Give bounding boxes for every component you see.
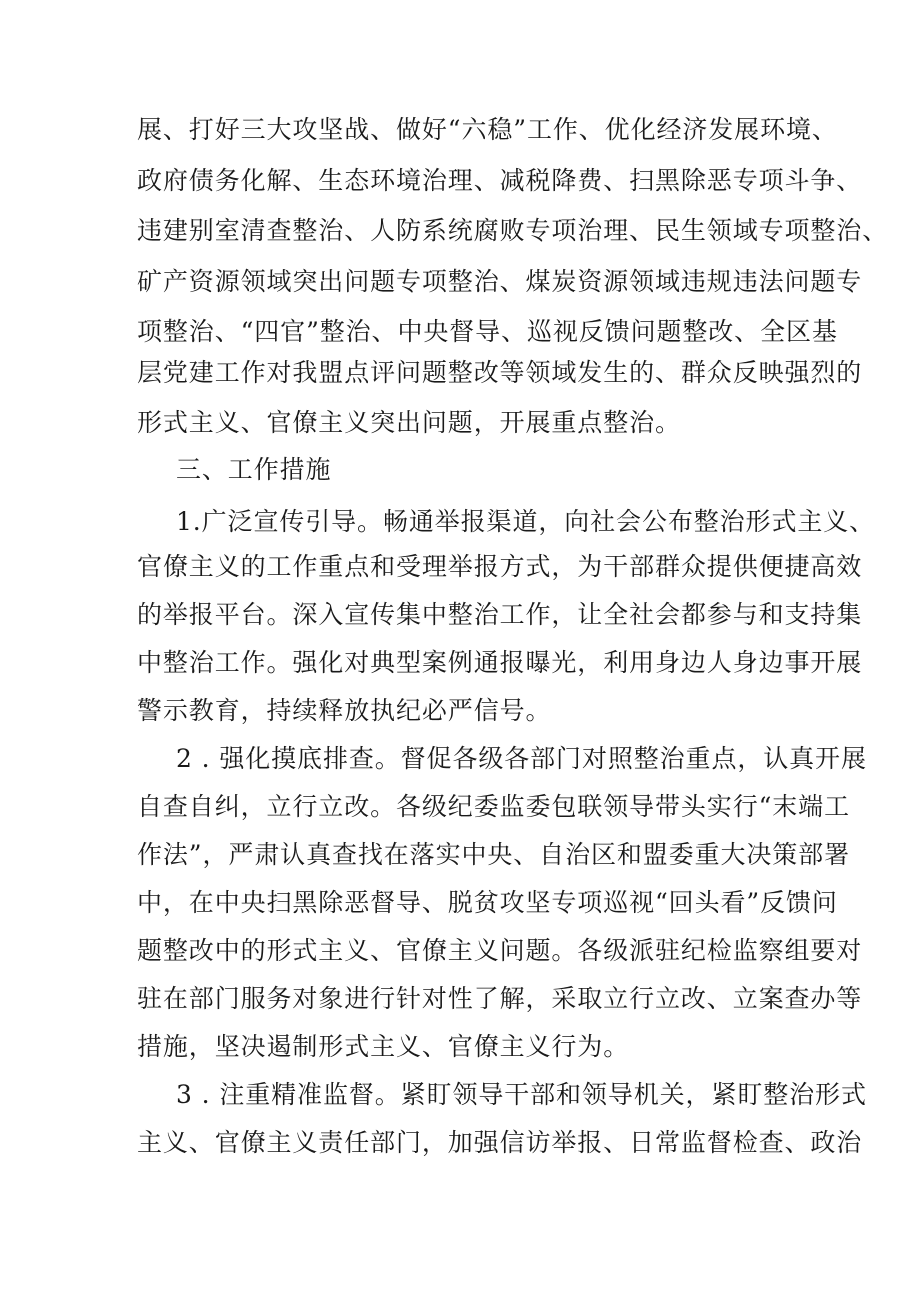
text-line: 项整治、“四官”整治、中央督导、巡视反馈问题整改、全区基: [137, 317, 838, 346]
text-line: 矿产资源领域突出问题专项整治、煤炭资源领域违规违法问题专: [137, 267, 863, 296]
text-line: 作法”，严肃认真查找在落实中央、自治区和盟委重大决策部署: [137, 840, 850, 869]
text-line: 自查自纠，立行立改。各级纪委监委包联领导带头实行“末端工: [137, 792, 850, 821]
section-heading: 三、工作措施: [176, 455, 332, 484]
text-line: 官僚主义的工作重点和受理举报方式，为干部群众提供便捷高效: [137, 552, 863, 581]
paragraph-start: 2 . 强化摸底排查。督促各级各部门对照整治重点，认真开展: [176, 744, 867, 773]
text-line: 违建别室清查整治、人防系统腐败专项治理、民生领域专项整治、: [137, 216, 889, 245]
text-line: 警示教育，持续释放执纪必严信号。: [137, 696, 552, 725]
text-line: 题整改中的形式主义、官僚主义问题。各级派驻纪检监察组要对: [137, 936, 863, 965]
text-line: 形式主义、官僚主义突出问题，开展重点整治。: [137, 408, 681, 437]
text-line: 层党建工作对我盟点评问题整改等领域发生的、群众反映强烈的: [137, 358, 863, 387]
text-line: 的举报平台。深入宣传集中整治工作，让全社会都参与和支持集: [137, 600, 863, 629]
text-line: 中整治工作。强化对典型案例通报曝光，利用身边人身边事开展: [137, 648, 863, 677]
text-line: 措施，坚决遏制形式主义、官僚主义行为。: [137, 1032, 630, 1061]
paragraph-start: 1.广泛宣传引导。畅通举报渠道，向社会公布整治形式主义、: [176, 507, 876, 536]
text-line: 主义、官僚主义责任部门，加强信访举报、日常监督检查、政治: [137, 1128, 863, 1157]
text-line: 政府债务化解、生态环境治理、减税降费、扫黑除恶专项斗争、: [137, 166, 863, 195]
text-line: 中，在中央扫黑除恶督导、脱贫攻坚专项巡视“回头看”反馈问: [137, 888, 838, 917]
paragraph-start: 3 . 注重精准监督。紧盯领导干部和领导机关，紧盯整治形式: [176, 1080, 867, 1109]
text-line: 驻在部门服务对象进行针对性了解，采取立行立改、立案查办等: [137, 984, 863, 1013]
text-line: 展、打好三大攻坚战、做好“六稳”工作、优化经济发展环境、: [137, 115, 838, 144]
